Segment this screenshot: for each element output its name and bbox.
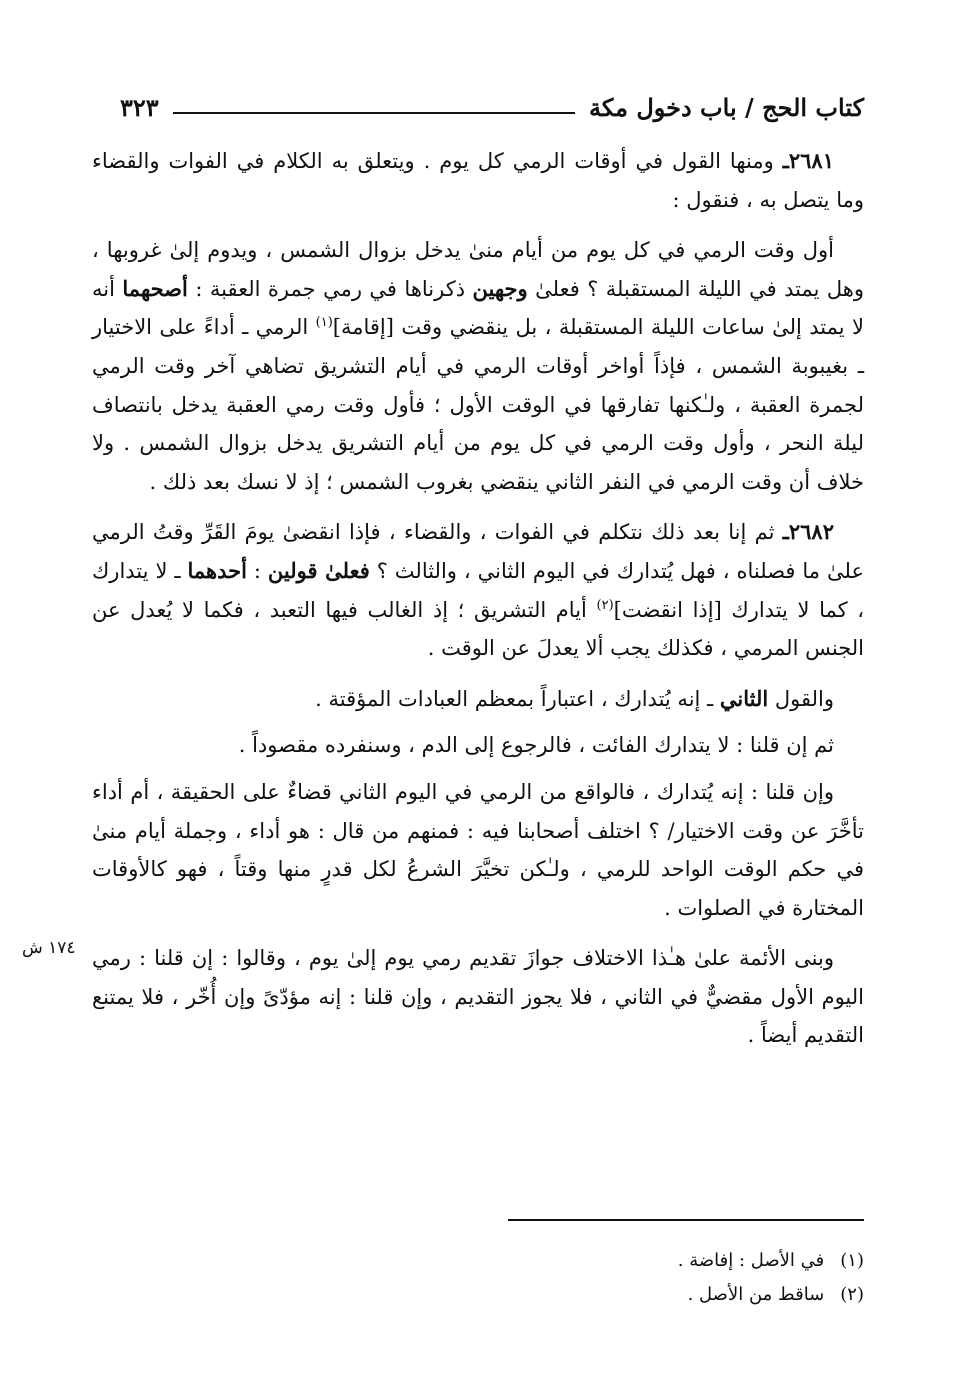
issue-number: ٢٦٨٢ـ: [782, 519, 834, 545]
text-run: ثم إنا بعد ذلك نتكلم في الفوات ، والقضاء ، فإذا انقضىٰ يومَ القَرِّ وقتُ الرمي علىٰ ما فصلناه ، فهل يُتدارك في اليوم الثاني ، والثالث ؟: [92, 520, 864, 583]
paragraph-text: ومنها القول في أوقات الرمي كل يوم . ويتعلق به الكلام في الفوات والقضاء وما يتصل به ، فنقول :: [92, 149, 864, 212]
footnotes: [264, 1244, 864, 1312]
text-run: أنه لا يمتد إلىٰ ساعات الليلة المستقبلة ، بل ينقضي وقت [إقامة]: [92, 276, 864, 340]
text-run: ـ إنه يُتدارك ، اعتباراً بمعظم العبادات المؤقتة .: [315, 686, 720, 711]
bold-term: أحدهما: [187, 557, 247, 583]
paragraph-text: وبنى الأئمة علىٰ هـٰذا الاختلاف جوازَ تقديم رمي يوم إلىٰ يوم ، وقالوا : إن قلنا : رمي اليوم الأول مقضيٌّ في الثاني ، فلا يجوز التقديم ، وإن قلنا : إنه مؤدّىً وإن أُخّر ، فلا يمتنع التقديم أيضاً .: [92, 946, 864, 1048]
running-header: [120, 80, 864, 120]
page-number: ٣٢٣: [120, 93, 159, 122]
text-run: والقول: [768, 686, 834, 711]
paragraph: [92, 773, 864, 927]
footnote-ref: (١): [315, 315, 333, 331]
paragraph-2682: [92, 513, 864, 667]
bold-term: فعلىٰ قولين: [267, 557, 370, 583]
paragraph: [92, 680, 864, 719]
bold-term: الثاني: [719, 685, 769, 711]
footnote: [264, 1244, 864, 1278]
text-run: ذكرناها في رمي جمرة العقبة :: [187, 276, 473, 301]
text-run: أيام التشريق ؛ إذ الغالب فيها التعبد ، فكما لا يُعدل عن الجنس المرمي ، فكذلك يجب ألا يعدلَ عن الوقت .: [92, 597, 864, 661]
text-run: أول وقت الرمي في كل يوم من أيام منىٰ يدخل بزوال الشمس ، ويدوم إلىٰ غروبها ، وهل يمتد في الليلة المستقبلة ؟ فعلىٰ: [92, 238, 864, 301]
footnote-text: في الأصل : إفاضة .: [677, 1250, 825, 1271]
footnote-rule: [508, 1219, 864, 1221]
main-text: [92, 142, 864, 1067]
paragraph: [92, 726, 864, 765]
text-run: الرمي ـ أداءً على الاختيار ـ بغيبوبة الشمس ، فإذاً أواخر أوقات الرمي في أيام التشريق تضاهي آخر وقت الرمي لجمرة العقبة ، ولـٰكنها تفارقها في الوقت الأول ؛ فأول وقت رمي العقبة يدخل بانتصاف ليلة النحر ، وأول وقت الرمي في كل يوم من أيام التشريق يدخل بزوال الشمس . ولا خلاف أن وقت الرمي في النفر الثاني ينقضي بغروب الشمس ؛ إذ لا نسك بعد ذلك .: [92, 315, 864, 494]
header-rule: [173, 112, 575, 114]
bold-term: أصحهما: [122, 275, 188, 301]
margin-note: ١٧٤ ش: [22, 938, 76, 958]
header-title: كتاب الحج / باب دخول مكة: [588, 93, 864, 122]
bold-term: وجهين: [472, 275, 528, 301]
paragraph-text: ثم إن قلنا : لا يتدارك الفائت ، فالرجوع إلى الدم ، وسنفرده مقصوداً .: [238, 733, 834, 758]
paragraph-2681: [92, 142, 864, 219]
footnote-ref: (٢): [596, 597, 614, 613]
footnote-text: ساقط من الأصل .: [687, 1284, 825, 1305]
footnote-number: (١): [840, 1250, 864, 1271]
text-run: ـ لا يتدارك ، كما لا يتدارك [إذا انقضت]: [92, 558, 865, 622]
paragraph: [92, 939, 864, 1055]
footnote: [264, 1278, 864, 1312]
paragraph: [92, 231, 864, 501]
issue-number: ٢٦٨١ـ: [782, 148, 834, 173]
text-run: :: [246, 558, 268, 583]
footnote-number: (٢): [840, 1284, 864, 1305]
paragraph-text: وإن قلنا : إنه يُتدارك ، فالواقع من الرمي في اليوم الثاني قضاءٌ على الحقيقة ، أم أداء تأخَّرَ عن وقت الاختيار/ ؟ اختلف أصحابنا فيه : فمنهم من قال : هو أداء ، وجملة أيام منىٰ في حكم الوقت الواحد للرمي ، ولـٰكن تخيَّرَ الشرعُ لكل قدرٍ منها وقتاً ، فهو كالأوقات المختارة في الصلوات .: [92, 779, 864, 920]
